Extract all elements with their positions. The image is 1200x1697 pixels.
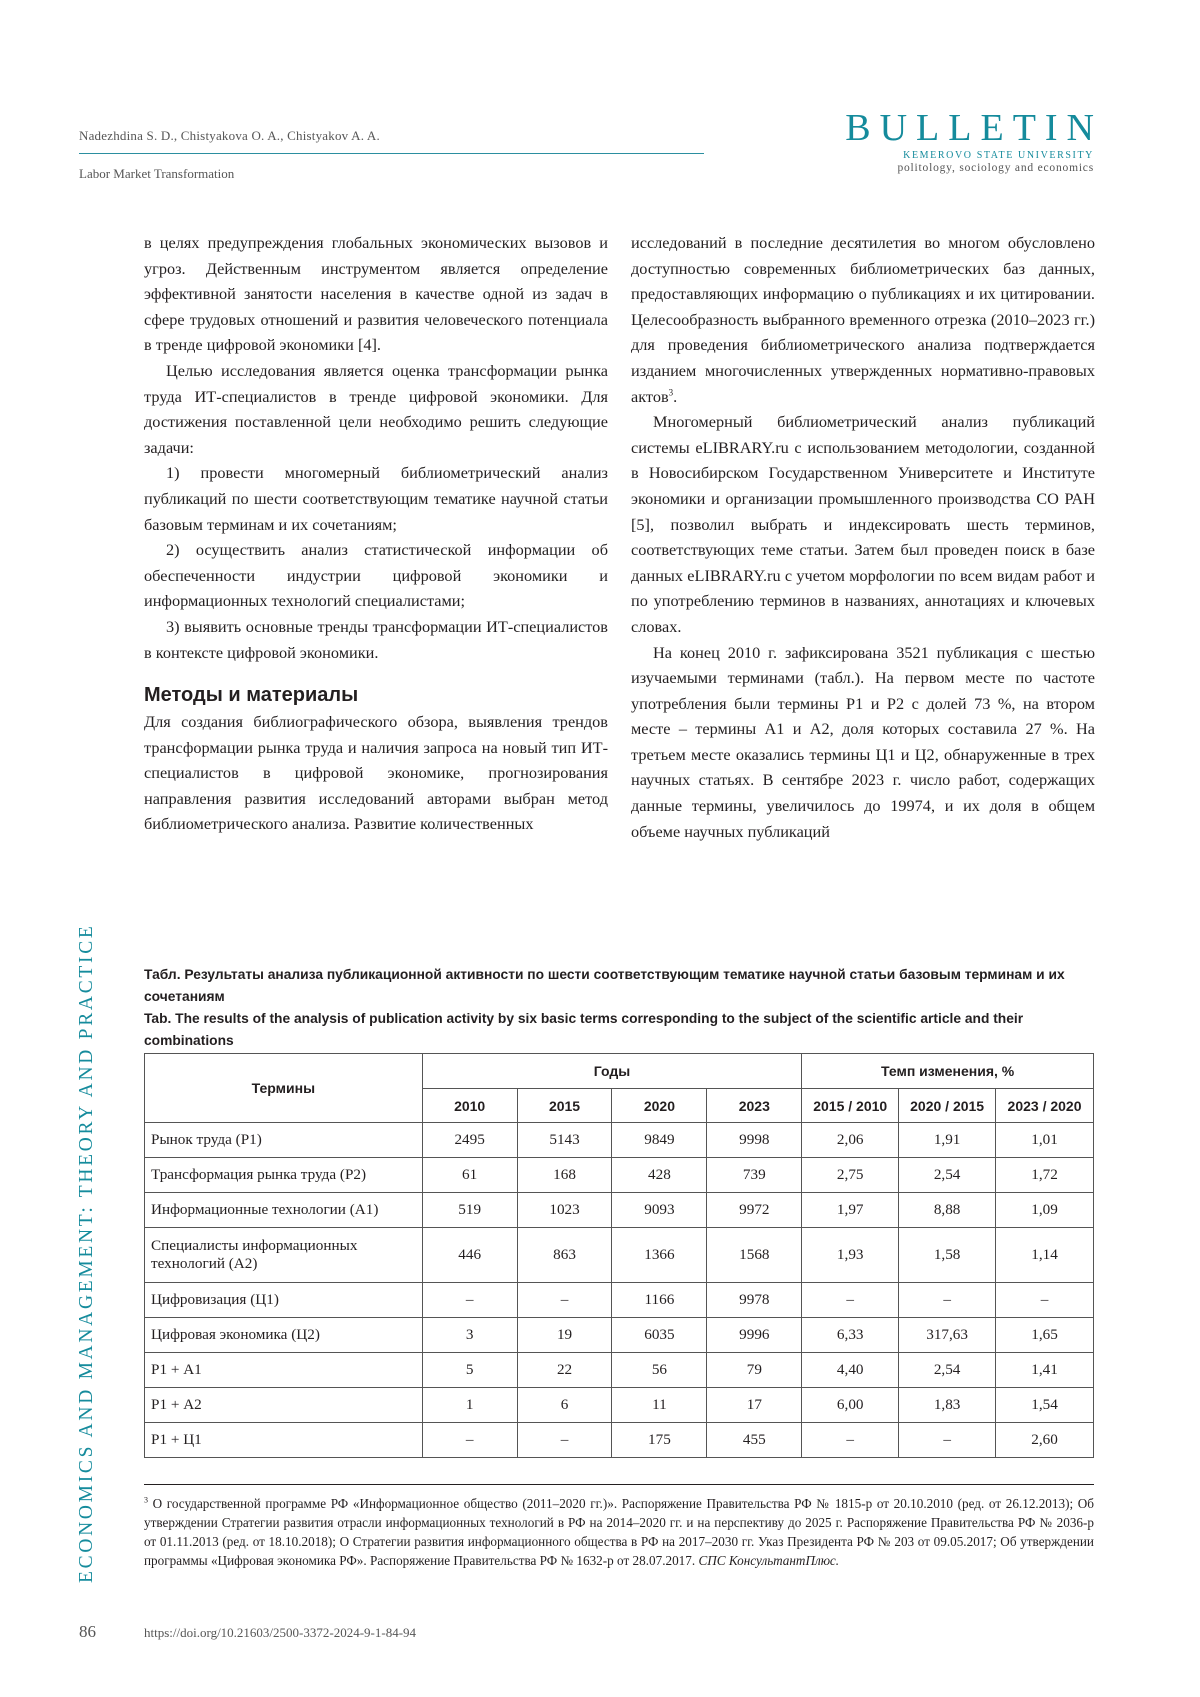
year-value-cell: 3: [422, 1318, 517, 1353]
footnote-divider: [144, 1484, 1094, 1485]
header-years: Годы: [422, 1054, 802, 1089]
header-authors: Nadezhdina S. D., Chistyakova O. A., Chistyakov A. A.: [79, 128, 380, 143]
year-value-cell: –: [422, 1283, 517, 1318]
year-value-cell: 1166: [612, 1283, 707, 1318]
page-number: 86: [79, 1622, 96, 1641]
journal-university: KEMEROVO STATE UNIVERSITY: [903, 150, 1094, 161]
paragraph: Целью исследования является оценка трансформации рынка труда ИТ-специалистов в тренде цифровой экономики. Для достижения поставленной цели необходимо решить следующие задачи:: [144, 360, 608, 457]
header-rate-period: 2023 / 2020: [996, 1089, 1094, 1123]
year-value-cell: 17: [707, 1388, 802, 1423]
results-table: [144, 1053, 1094, 1458]
header-rate: Темп изменения, %: [802, 1054, 1094, 1089]
footnote-text: О государственной программе РФ «Информационное общество (2011–2020 гг.)». Распоряжение Правительства РФ № 1815-р от 20.10.2010 (ред. от 26.12.2013); Об утверждении Стратегии развития отрасли информационных технологий в РФ на 2014–2020 гг. и на перспективу до 2025 г. Распоряжение Правительства РФ № 2036-р от 01.11.2013 (ред. от 18.10.2018); О Стратегии развития информационного общества в РФ на 2017–2030 гг. Указ Президента РФ № 203 от 09.05.2017; Об утверждении программы «Цифровая экономика РФ». Распоряжение Правительства РФ № 1632-р от 28.07.2017.: [144, 1496, 1095, 1568]
table-caption-en: Tab. The results of the analysis of publication activity by six basic terms corresponding to the subject of the scientific article and their combinations: [144, 1011, 1024, 1048]
header-year: 2020: [612, 1089, 707, 1123]
year-value-cell: 863: [517, 1228, 612, 1283]
paragraph-end: .: [673, 386, 678, 406]
term-cell: Р1 + А1: [145, 1353, 423, 1388]
table-body: [145, 1123, 1094, 1458]
year-value-cell: 9849: [612, 1123, 707, 1158]
rate-value-cell: 1,54: [996, 1388, 1094, 1423]
year-value-cell: 9093: [612, 1193, 707, 1228]
rate-value-cell: 4,40: [802, 1353, 899, 1388]
footnote-marker: 3: [144, 1495, 148, 1505]
rate-value-cell: 6,00: [802, 1388, 899, 1423]
year-value-cell: –: [517, 1283, 612, 1318]
year-value-cell: 5: [422, 1353, 517, 1388]
header-year: 2015: [517, 1089, 612, 1123]
journal-series: politology, sociology and economics: [897, 162, 1094, 174]
year-value-cell: 455: [707, 1423, 802, 1458]
paragraph: Многомерный библиометрический анализ публикаций системы eLIBRARY.ru с использованием методологии, созданной в Новосибирском Государственном Университете и Институте экономики и организации промышленного производства СО РАН [5], позволил выбрать и индексировать шесть терминов, соответствующих теме статьи. Затем был проведен поиск в базе данных eLIBRARY.ru с учетом морфологии по всем видам работ и по употреблению терминов в названиях, аннотациях и ключевых словах.: [631, 412, 1095, 636]
footnote-ref[interactable]: 3: [668, 387, 674, 398]
term-cell: Р1 + Ц1: [145, 1423, 423, 1458]
year-value-cell: 6035: [612, 1318, 707, 1353]
footnote: [144, 1494, 1094, 1570]
year-value-cell: 22: [517, 1353, 612, 1388]
year-value-cell: 9978: [707, 1283, 802, 1318]
side-label-container: [74, 838, 104, 1583]
year-value-cell: 446: [422, 1228, 517, 1283]
list-item: 1) провести многомерный библиометрический анализ публикаций по шести соответствующим тематике научной статьи базовым терминам и их сочетаниям;: [144, 463, 608, 534]
table-row: [145, 1283, 1094, 1318]
rate-value-cell: 1,01: [996, 1123, 1094, 1158]
header-topic: Labor Market Transformation: [79, 166, 235, 181]
year-value-cell: 11: [612, 1388, 707, 1423]
table-row: [145, 1193, 1094, 1228]
year-value-cell: 1023: [517, 1193, 612, 1228]
section-heading: Методы и материалы: [144, 684, 359, 707]
rate-value-cell: 1,14: [996, 1228, 1094, 1283]
rate-value-cell: 1,09: [996, 1193, 1094, 1228]
year-value-cell: 19: [517, 1318, 612, 1353]
doi-link[interactable]: https://doi.org/10.21603/2500-3372-2024-9-1-84-94: [144, 1625, 417, 1640]
rate-value-cell: 2,54: [899, 1353, 996, 1388]
year-value-cell: 79: [707, 1353, 802, 1388]
term-cell: Специалисты информационных технологий (А2): [145, 1228, 423, 1283]
header-terms: Термины: [145, 1054, 423, 1123]
year-value-cell: 1568: [707, 1228, 802, 1283]
rate-value-cell: 317,63: [899, 1318, 996, 1353]
rate-value-cell: 1,93: [802, 1228, 899, 1283]
rate-value-cell: 1,41: [996, 1353, 1094, 1388]
rate-value-cell: 2,06: [802, 1123, 899, 1158]
rate-value-cell: 1,97: [802, 1193, 899, 1228]
year-value-cell: 519: [422, 1193, 517, 1228]
year-value-cell: 1: [422, 1388, 517, 1423]
year-value-cell: –: [517, 1423, 612, 1458]
header-year: 2010: [422, 1089, 517, 1123]
table-caption-ru: Табл. Результаты анализа публикационной активности по шести соответствующим тематике научной статьи базовым терминам и их сочетаниям: [144, 967, 1065, 1004]
rate-value-cell: 1,72: [996, 1158, 1094, 1193]
table-caption: [144, 964, 1094, 1052]
journal-title: BULLETIN: [845, 107, 1103, 149]
term-cell: Трансформация рынка труда (Р2): [145, 1158, 423, 1193]
paragraph: На конец 2010 г. зафиксирована 3521 публикация с шестью изучаемыми терминами (табл.). На первом месте по частоте употребления были термины Р1 и Р2 с долей 73 %, на втором месте – термины А1 и А2, доля которых составила 27 %. На третьем месте оказались термины Ц1 и Ц2, обнаруженные в трех научных статьях. В сентябре 2023 г. число работ, содержащих данные термины, увеличилось до 19974, и их доля в общем объеме научных публикаций: [631, 642, 1095, 841]
table-row: [145, 1318, 1094, 1353]
left-column: [144, 230, 608, 837]
table-row: [145, 1158, 1094, 1193]
list-item: 3) выявить основные тренды трансформации ИТ-специалистов в контексте цифровой экономики.: [144, 616, 608, 662]
term-cell: Рынок труда (Р1): [145, 1123, 423, 1158]
paragraph: [631, 230, 1095, 409]
rate-value-cell: 2,60: [996, 1423, 1094, 1458]
rate-value-cell: 1,58: [899, 1228, 996, 1283]
term-cell: Р1 + А2: [145, 1388, 423, 1423]
table-row: [145, 1423, 1094, 1458]
year-value-cell: 428: [612, 1158, 707, 1193]
paragraph: Для создания библиографического обзора, выявления трендов трансформации рынка труда и наличия запроса на новый тип ИТ-специалистов в цифровой экономике, прогнозирования направления развития исследований авторами выбран метод библиометрического анализа. Развитие количественных: [144, 712, 608, 834]
year-value-cell: 61: [422, 1158, 517, 1193]
table-row: [145, 1388, 1094, 1423]
rate-value-cell: 1,91: [899, 1123, 996, 1158]
rate-value-cell: 8,88: [899, 1193, 996, 1228]
running-head: [79, 128, 704, 144]
year-value-cell: 9972: [707, 1193, 802, 1228]
term-cell: Цифровизация (Ц1): [145, 1283, 423, 1318]
paragraph-text: исследований в последние десятилетия во многом обусловлено доступностью современных библиометрических баз данных, предоставляющих информацию о публикациях и их цитировании. Целесообразность выбранного временного отрезка (2010–2023 гг.) для проведения библиометрического анализа подтверждается изданием многочисленных утвержденных нормативно-правовых актов: [631, 233, 1095, 406]
rate-value-cell: 1,65: [996, 1318, 1094, 1353]
year-value-cell: 9996: [707, 1318, 802, 1353]
header-rate-period: 2015 / 2010: [802, 1089, 899, 1123]
table-row: [145, 1353, 1094, 1388]
year-value-cell: 56: [612, 1353, 707, 1388]
term-cell: Цифровая экономика (Ц2): [145, 1318, 423, 1353]
header-rate-period: 2020 / 2015: [899, 1089, 996, 1123]
year-value-cell: 6: [517, 1388, 612, 1423]
year-value-cell: 168: [517, 1158, 612, 1193]
year-value-cell: –: [422, 1423, 517, 1458]
table-row: [145, 1228, 1094, 1283]
year-value-cell: 1366: [612, 1228, 707, 1283]
rate-value-cell: –: [802, 1283, 899, 1318]
rate-value-cell: 2,54: [899, 1158, 996, 1193]
right-column: [631, 230, 1095, 844]
term-cell: Информационные технологии (А1): [145, 1193, 423, 1228]
header-year: 2023: [707, 1089, 802, 1123]
year-value-cell: 5143: [517, 1123, 612, 1158]
header-divider: [79, 153, 704, 154]
year-value-cell: 739: [707, 1158, 802, 1193]
rate-value-cell: –: [802, 1423, 899, 1458]
rate-value-cell: 1,83: [899, 1388, 996, 1423]
footnote-source: СПС КонсультантПлюс.: [698, 1553, 840, 1568]
side-label: ECONOMICS AND MANAGEMENT: THEORY AND PRACTICE: [76, 923, 97, 1583]
journal-masthead: [845, 107, 1103, 174]
rate-value-cell: –: [899, 1423, 996, 1458]
paragraph: в целях предупреждения глобальных экономических вызовов и угроз. Действенным инструментом является определение эффективной занятости населения в качестве одной из задач в сфере трудовых отношений и развития человеческого потенциала в тренде цифровой экономики [4].: [144, 233, 608, 355]
year-value-cell: 175: [612, 1423, 707, 1458]
rate-value-cell: 6,33: [802, 1318, 899, 1353]
year-value-cell: 2495: [422, 1123, 517, 1158]
list-item: 2) осуществить анализ статистической информации об обеспеченности индустрии цифровой экономики и информационных технологий специалистами;: [144, 540, 608, 611]
rate-value-cell: –: [899, 1283, 996, 1318]
year-value-cell: 9998: [707, 1123, 802, 1158]
rate-value-cell: 2,75: [802, 1158, 899, 1193]
rate-value-cell: –: [996, 1283, 1094, 1318]
table-row: [145, 1123, 1094, 1158]
